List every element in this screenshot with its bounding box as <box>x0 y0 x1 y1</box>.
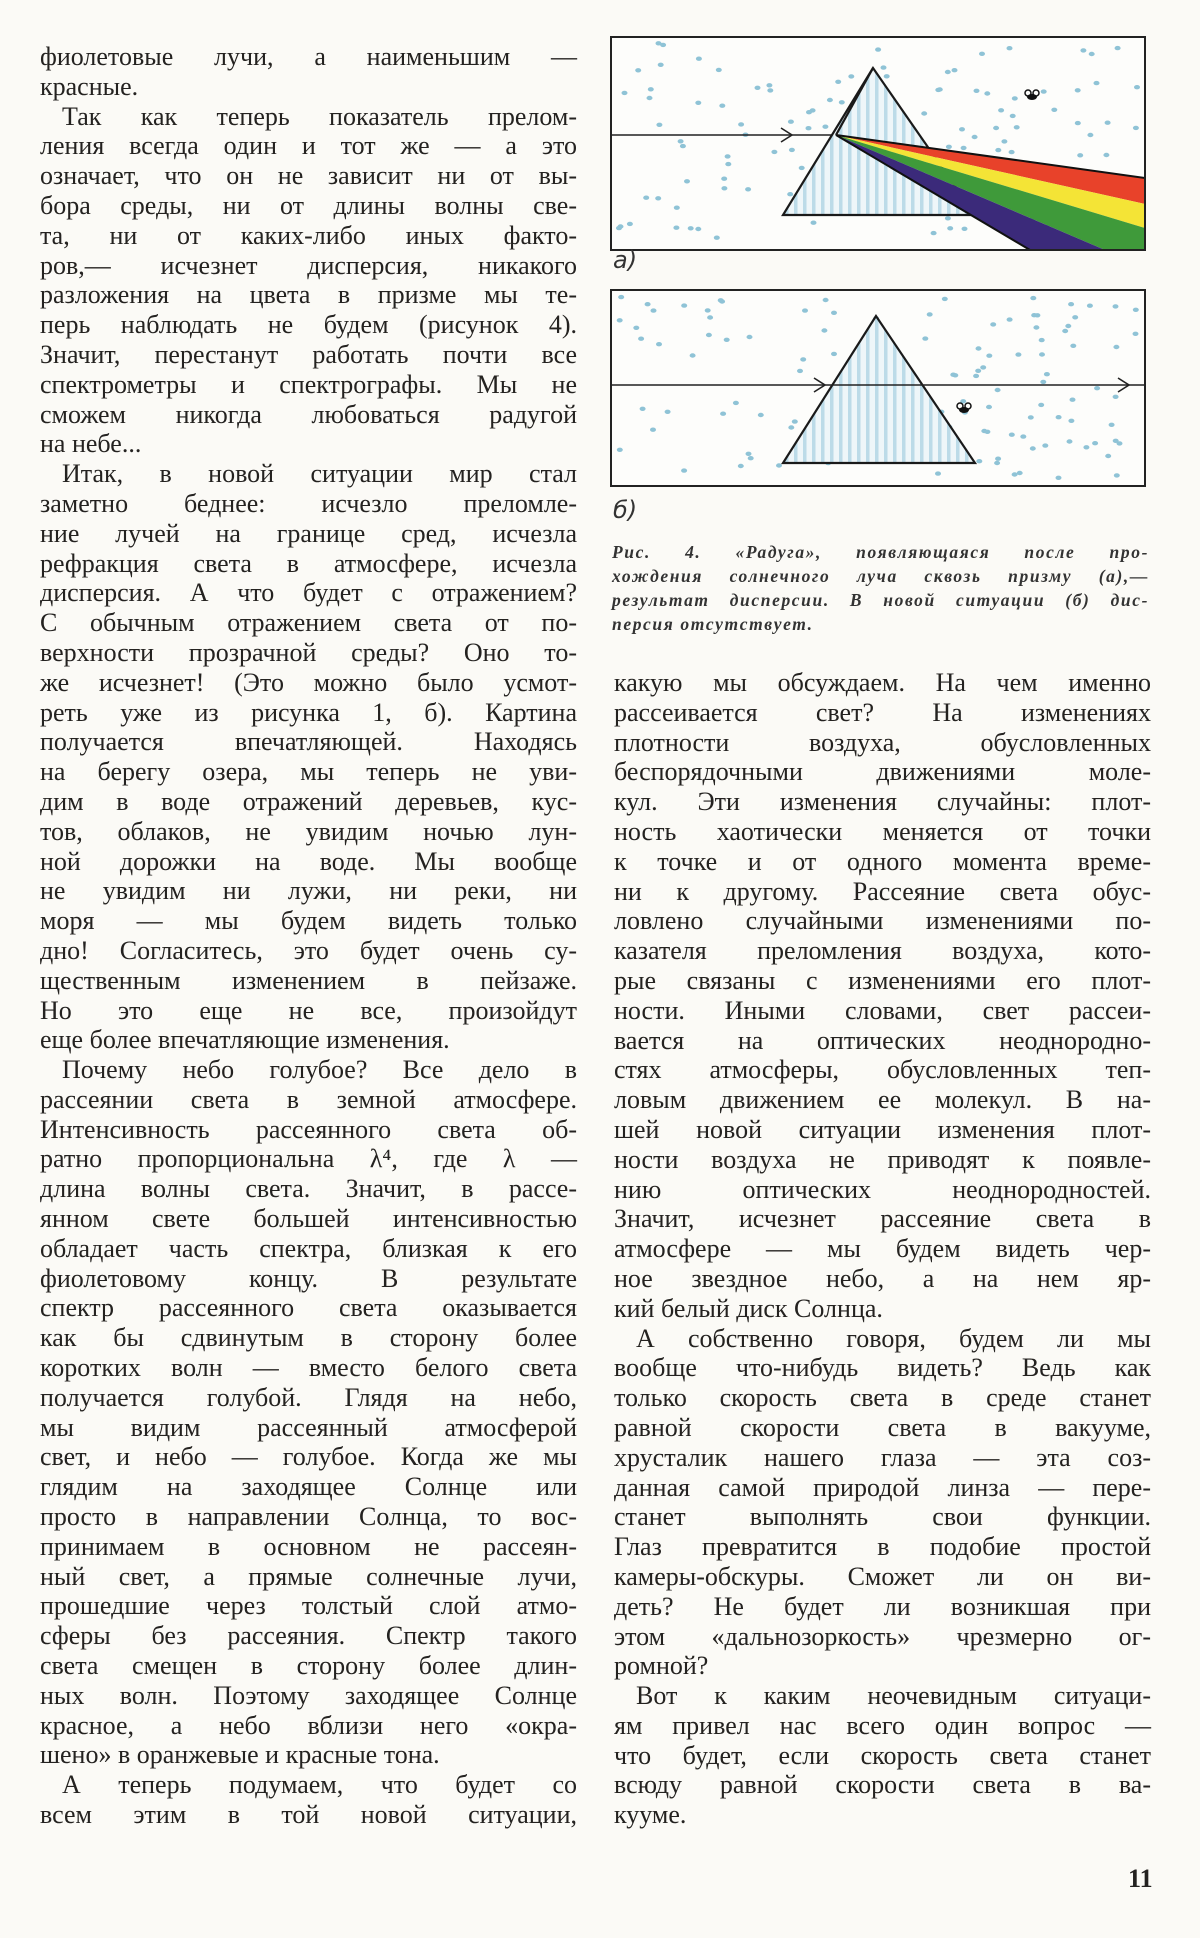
dot <box>1083 445 1089 449</box>
dot <box>707 315 713 319</box>
dot <box>922 336 928 340</box>
dot <box>1087 133 1093 137</box>
dot <box>1028 415 1034 419</box>
dot <box>998 108 1004 112</box>
dot <box>695 227 701 231</box>
dot <box>986 354 992 358</box>
text-line: ный свет, а прямые солнечные лучи, <box>40 1561 577 1591</box>
dot <box>935 471 941 475</box>
dot <box>1113 304 1119 308</box>
text-line: дим в воде отражений деревьев, кус- <box>40 786 577 816</box>
text-line: фиолетовому концу. В результате <box>40 1263 577 1293</box>
dot <box>1133 308 1139 312</box>
dot <box>678 139 684 143</box>
dot <box>946 145 952 149</box>
dot <box>931 231 937 235</box>
dot <box>745 187 751 191</box>
text-line: же исчезнет! (Это можно было усмот- <box>40 667 577 697</box>
dot <box>1034 313 1040 317</box>
dot <box>1109 423 1115 427</box>
text-line: рассеянии света в земной атмосфере. <box>40 1084 577 1114</box>
dot <box>822 125 828 129</box>
text-line: янном свете большей интенсивностью <box>40 1204 577 1234</box>
text-line: на небе... <box>40 429 142 459</box>
dot <box>771 150 777 154</box>
text-line: ности. Иными словами, свет рассеи- <box>614 995 1151 1025</box>
text-line: ности воздуха не приводят к появле- <box>614 1144 1151 1174</box>
dot <box>650 428 656 432</box>
dot <box>767 88 773 92</box>
text-line: просто в направлении Солнца, то вос- <box>40 1502 577 1532</box>
dot <box>962 227 968 231</box>
dot <box>921 111 927 115</box>
text-line: рассеивается свет? На изменениях <box>614 697 1151 727</box>
text-line: вается на оптических неоднородно- <box>614 1025 1151 1055</box>
dot <box>1039 338 1045 342</box>
dot <box>1017 471 1023 475</box>
dot <box>952 68 958 72</box>
dot <box>937 87 943 91</box>
page-number: 11 <box>1128 1864 1153 1893</box>
dot <box>1020 434 1026 438</box>
dot <box>617 448 623 452</box>
text-line: камеры-обскуры. Сможет ли он ви- <box>614 1561 1151 1591</box>
text-line: Так как теперь показатель прелом- <box>62 101 577 131</box>
dot <box>747 335 753 339</box>
dot <box>651 308 657 312</box>
text-line: ность хаотически меняется от точки <box>614 816 1151 846</box>
text-line: ям привел нас всего один вопрос — <box>614 1710 1151 1740</box>
dot <box>976 459 982 463</box>
text-line: к точке и от одного момента време- <box>614 846 1151 876</box>
dot <box>823 298 829 302</box>
paragraph <box>40 1770 577 1830</box>
dot <box>1094 81 1100 85</box>
figure-4-prism-illustration <box>605 30 1165 530</box>
panel-b-no-dispersion <box>611 290 1145 486</box>
dot <box>976 346 982 350</box>
text-line: прошедшие через толстый слой атмо- <box>40 1591 577 1621</box>
dot <box>684 179 690 183</box>
dot <box>1030 296 1036 300</box>
paragraph <box>614 1324 1151 1682</box>
dot <box>806 126 812 130</box>
dot <box>1001 139 1007 143</box>
dot <box>1041 89 1047 93</box>
dot <box>725 162 731 166</box>
text-line: деть? Не будет ли возникшая при <box>614 1591 1151 1621</box>
text-line: света смещен в сторону более длин- <box>40 1651 577 1681</box>
text-line: вообще что-нибудь видеть? Ведь как <box>614 1353 1151 1383</box>
dot <box>680 144 686 148</box>
dot <box>721 186 727 190</box>
left-text-column <box>40 42 577 1830</box>
dot <box>1067 439 1073 443</box>
text-line: ловлено случайными изменениями по- <box>614 906 1151 936</box>
dot <box>990 322 996 326</box>
text-line: шей новой ситуации изменения плот- <box>614 1114 1151 1144</box>
dot <box>617 318 623 322</box>
dot <box>942 297 948 301</box>
text-line: получается впечатляющей. Находясь <box>40 727 577 757</box>
text-line: реть уже из рисунка 1, б). Картина <box>40 697 577 727</box>
dot <box>1068 302 1074 306</box>
text-line: ления всегда один и тот же — а это <box>40 131 577 161</box>
panel-a-label: а) <box>613 246 638 274</box>
dot <box>1105 121 1111 125</box>
text-line: верхности прозрачной среды? Оно то- <box>40 637 577 667</box>
dot <box>994 461 1000 465</box>
dot <box>725 154 731 158</box>
dot <box>1087 304 1093 308</box>
dot <box>696 57 702 61</box>
text-line: сможем никогда любоваться радугой <box>40 399 577 429</box>
dot <box>647 96 653 100</box>
dot <box>1070 398 1076 402</box>
dot <box>1056 415 1062 419</box>
dot <box>656 342 662 346</box>
dot <box>648 87 654 91</box>
text-line: дисперсия. А что будет с отражением? <box>40 578 577 608</box>
dot <box>633 326 639 330</box>
text-line: Значит, перестанут работать почти все <box>40 339 577 369</box>
dot <box>1038 403 1044 407</box>
dot <box>1089 52 1095 56</box>
dot <box>1007 317 1013 321</box>
text-line: Значит, исчезнет рассеяние света в <box>614 1204 1151 1234</box>
text-line: казателя преломления воздуха, кото- <box>614 936 1151 966</box>
text-line: стях атмосферы, обусловленных теп- <box>614 1055 1151 1085</box>
text-line: означает, что он не зависит ни от вы- <box>40 161 577 191</box>
dot <box>881 65 887 69</box>
dot <box>658 63 664 67</box>
dot <box>1075 121 1081 125</box>
dot <box>974 89 980 93</box>
dot <box>618 224 624 228</box>
dot <box>811 221 817 225</box>
dot <box>979 52 985 56</box>
text-line: тов, облаков, не увидим ночью лун- <box>40 816 577 846</box>
text-line: коротких волн — вместо белого света <box>40 1353 577 1383</box>
dot <box>797 369 803 373</box>
dot <box>681 468 687 472</box>
text-line: мы видим рассеянный атмосферой <box>40 1412 577 1442</box>
dot <box>721 177 727 181</box>
dot <box>718 298 724 302</box>
text-line: какую мы обсуждаем. На чем именно <box>614 668 1151 697</box>
paragraph <box>40 459 577 1055</box>
caption-line: результат дисперсии. В новой ситуации (б) дис- <box>612 590 1149 610</box>
paragraph <box>614 668 1151 1324</box>
panel-a-dispersion <box>611 37 1145 250</box>
dot <box>1080 48 1086 52</box>
dot <box>995 457 1001 461</box>
dot <box>1015 352 1021 356</box>
dot <box>758 413 764 417</box>
dot <box>961 146 967 150</box>
text-line: беспорядочными движениями моле- <box>614 757 1151 787</box>
text-line: Но это еще не все, произойдут <box>40 995 577 1025</box>
text-line: ной дорожки на воде. Мы вообще <box>40 846 577 876</box>
dot <box>1133 126 1139 130</box>
dot <box>1115 46 1121 50</box>
text-line: ловым движением ее молекул. В на- <box>614 1085 1151 1115</box>
text-line: ное звездное небо, а на нем яр- <box>614 1263 1151 1293</box>
dot <box>733 401 739 405</box>
text-line: рые связаны с изменениями его плот- <box>614 965 1151 995</box>
text-line: дно! Согласитесь, это будет очень су- <box>40 935 577 965</box>
text-line: ных волн. Поэтому заходящее Солнце <box>40 1680 577 1710</box>
dot <box>695 101 701 105</box>
caption-line: Рис. 4. «Радуга», появляющаяся после про- <box>612 542 1149 562</box>
dot <box>1070 344 1076 348</box>
dot <box>947 226 953 230</box>
dot <box>645 302 651 306</box>
dot <box>1065 324 1071 328</box>
dot <box>986 405 992 409</box>
dot <box>738 122 744 126</box>
paragraph <box>40 102 577 460</box>
text-line: длина волны света. Значит, в рассе- <box>40 1174 577 1204</box>
dot <box>835 80 841 84</box>
dot <box>1009 150 1015 154</box>
text-line: нию оптических неоднородностей. <box>614 1174 1151 1204</box>
dot <box>927 312 933 316</box>
text-line: равной скорости света в вакууме, <box>614 1412 1151 1442</box>
text-line: шено» в оранжевые и красные тона. <box>40 1740 440 1770</box>
dot <box>1014 125 1020 129</box>
dot <box>788 425 794 429</box>
dot <box>980 365 986 369</box>
text-line: не увидим ни лужи, ни реки, ни <box>40 876 577 906</box>
dot <box>665 410 671 414</box>
dot <box>656 123 662 127</box>
dot <box>1033 325 1039 329</box>
dot <box>618 295 624 299</box>
dot <box>995 388 1001 392</box>
text-line: как бы сдвинутым в сторону более <box>40 1323 577 1353</box>
panel-b-label: б) <box>613 496 638 524</box>
dot <box>884 74 890 78</box>
dot <box>635 68 641 72</box>
dot <box>975 369 981 373</box>
text-line: ромной? <box>614 1651 709 1681</box>
text-line: еще более впечатляющие изменения. <box>40 1025 450 1055</box>
dot <box>1103 153 1109 157</box>
dot <box>627 222 633 226</box>
dot <box>1105 454 1111 458</box>
dot <box>1056 476 1062 480</box>
dot <box>831 352 837 356</box>
dot <box>673 226 679 230</box>
text-line: этом «дальнозоркость» чрезмерно ог- <box>614 1621 1151 1651</box>
dot <box>875 47 881 51</box>
paragraph <box>40 42 577 102</box>
dot <box>789 148 795 152</box>
text-line: данная самой природой линза — пере- <box>614 1472 1151 1502</box>
dot <box>1051 108 1057 112</box>
dot <box>1075 88 1081 92</box>
text-line: только скорость света в среде станет <box>614 1383 1151 1413</box>
dot <box>681 303 687 307</box>
text-line: что будет, если скорость света станет <box>614 1740 1151 1770</box>
dot <box>706 333 712 337</box>
dot <box>1010 114 1016 118</box>
dot <box>766 83 772 87</box>
dot <box>640 407 646 411</box>
text-line: Итак, в новой ситуации мир стал <box>62 459 577 489</box>
dot <box>802 308 808 312</box>
dot <box>1007 46 1013 50</box>
dot <box>959 127 965 131</box>
dot <box>724 338 730 342</box>
text-line: А теперь подумаем, что будет со <box>62 1770 577 1800</box>
dot <box>995 148 1001 152</box>
text-line: ров,— исчезнет дисперсия, никакого <box>40 250 577 280</box>
dot <box>1062 329 1068 333</box>
dot <box>690 353 696 357</box>
paragraph <box>614 1681 1151 1830</box>
dot <box>1044 372 1050 376</box>
dot <box>1113 395 1119 399</box>
dot <box>638 337 644 341</box>
text-line: принимаем в основном не рассеян- <box>40 1531 577 1561</box>
dot <box>643 196 649 200</box>
caption-line: хождения солнечного луча сквозь призму (а),— <box>612 566 1149 586</box>
dot <box>1068 419 1074 423</box>
dot <box>1040 380 1046 384</box>
dot <box>800 357 806 361</box>
text-line: А собственно говоря, будем ли мы <box>636 1323 1151 1353</box>
text-line: ратно пропорциональна λ⁴, где λ — <box>40 1144 577 1174</box>
caption-line: персия отсутствует. <box>612 614 814 634</box>
dot <box>688 226 694 230</box>
figure-caption <box>612 540 1149 636</box>
dot <box>716 68 722 72</box>
text-line: ние лучей на границе сред, исчезла <box>40 518 577 548</box>
dot <box>848 74 854 78</box>
dot <box>831 311 837 315</box>
dot <box>748 456 754 460</box>
text-line: Глаз превратится в подобие простой <box>614 1532 1151 1562</box>
dot <box>950 373 956 377</box>
text-line: перь наблюдать не будем (рисунок 4). <box>40 310 577 340</box>
dot <box>1030 446 1036 450</box>
text-line: спектрометры и спектрографы. Мы не <box>40 369 577 399</box>
dot <box>622 91 628 95</box>
dot <box>973 374 979 378</box>
dot <box>1113 345 1119 349</box>
dot <box>839 100 845 104</box>
dot <box>984 91 990 95</box>
prism-diagram <box>605 30 1165 530</box>
text-line: хрусталик нашего глаза — эта соз- <box>614 1442 1151 1472</box>
dot <box>1133 332 1139 336</box>
text-line: сферы без рассеяния. Спектр такого <box>40 1621 577 1651</box>
dot <box>821 328 827 332</box>
dot <box>720 412 726 416</box>
dot <box>1114 473 1120 477</box>
dot <box>1077 153 1083 157</box>
dot <box>705 308 711 312</box>
text-line: глядим на заходящее Солнце или <box>40 1472 577 1502</box>
text-line: всюду равной скорости света в ва- <box>614 1770 1151 1800</box>
dot <box>788 120 794 124</box>
dot <box>1012 96 1018 100</box>
text-line: кий белый диск Солнца. <box>614 1293 883 1323</box>
text-line: плотности воздуха, обусловленных <box>614 727 1151 757</box>
text-line: станет выполнять свои функции. <box>614 1502 1151 1532</box>
text-line: кул. Эти изменения случайны: плот- <box>614 787 1151 817</box>
dot <box>674 206 680 210</box>
dot <box>827 98 833 102</box>
dot <box>972 135 978 139</box>
text-line: Вот к каким неочевидным ситуаци- <box>636 1681 1151 1711</box>
dot <box>746 452 752 456</box>
dot <box>660 43 666 47</box>
text-line: та, ни от каких-либо иных факто- <box>40 220 577 250</box>
text-line: щественным изменением в пейзаже. <box>40 965 577 995</box>
dot <box>655 196 661 200</box>
text-line: ни к другому. Рассеяние света обус- <box>614 876 1151 906</box>
text-line: рефракция света в атмосфере, исчезла <box>40 548 577 578</box>
dot <box>1039 352 1045 356</box>
text-line: моря — мы будем видеть только <box>40 906 577 936</box>
dot <box>945 70 951 74</box>
paragraph <box>40 1055 577 1770</box>
dot <box>738 464 744 468</box>
dot <box>1012 472 1018 476</box>
right-text-column <box>614 668 1151 1830</box>
dot <box>1113 439 1119 443</box>
text-line: кууме. <box>614 1800 687 1830</box>
dot <box>945 216 951 220</box>
text-line: получается голубой. Глядя на небо, <box>40 1382 577 1412</box>
dot <box>1072 315 1078 319</box>
dot <box>714 236 720 240</box>
text-line: на берегу озера, мы теперь не уви- <box>40 757 577 787</box>
dot <box>1134 85 1140 89</box>
text-line: атмосфере — мы будем видеть чер- <box>614 1234 1151 1264</box>
dot <box>719 104 725 108</box>
dot <box>799 166 805 170</box>
text-line: фиолетовые лучи, а наименьшим — <box>40 42 577 71</box>
dot <box>1042 443 1048 447</box>
text-line: С обычным отражением света от по- <box>40 608 577 638</box>
text-line: красные. <box>40 71 139 101</box>
text-line: спектр рассеянного света оказывается <box>40 1293 577 1323</box>
text-line: разложения на цвета в призме мы те- <box>40 280 577 310</box>
dot <box>1094 386 1100 390</box>
text-line: красное, а небо вблизи него «окра- <box>40 1710 577 1740</box>
dot <box>981 429 987 433</box>
dot <box>1009 433 1015 437</box>
text-line: Почему небо голубое? Все дело в <box>62 1055 577 1085</box>
dot <box>1092 441 1098 445</box>
text-line: Интенсивность рассеянного света об- <box>40 1114 577 1144</box>
dot <box>993 126 999 130</box>
text-line: заметно беднее: исчезло преломле- <box>40 488 577 518</box>
dot <box>792 419 798 423</box>
text-line: бора среды, ни от длины волны све- <box>40 190 577 220</box>
text-line: свет, и небо — голубое. Когда же мы <box>40 1442 577 1472</box>
dot <box>806 110 812 114</box>
text-line: обладает часть спектра, близкая к его <box>40 1233 577 1263</box>
dot <box>787 192 793 196</box>
dot <box>755 86 761 90</box>
text-line: всем этим в той новой ситуации, <box>40 1800 577 1830</box>
